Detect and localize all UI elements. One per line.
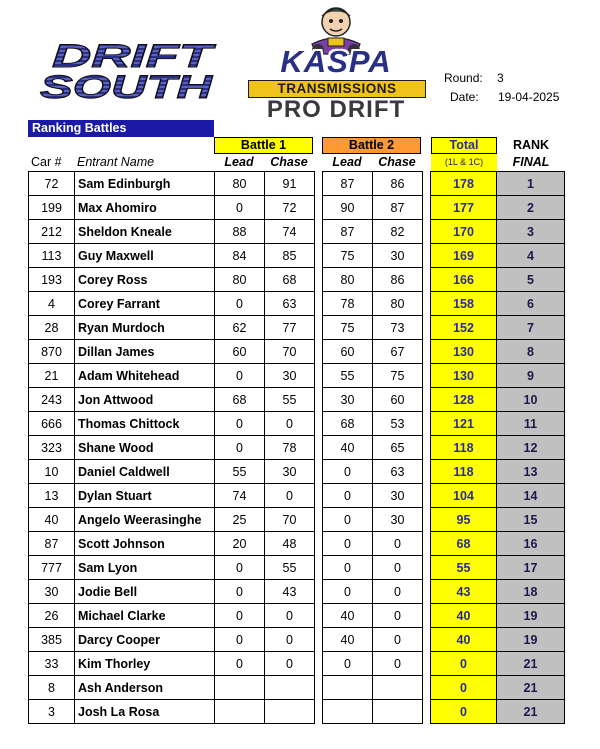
- b2-lead-cell: 60: [323, 340, 373, 364]
- table-row: [29, 268, 565, 292]
- total-cell: 104: [431, 484, 497, 508]
- table-row: [29, 484, 565, 508]
- total-cell: 43: [431, 580, 497, 604]
- b2-lead-cell: 75: [323, 244, 373, 268]
- gap-cell: [423, 220, 431, 244]
- table-row: [29, 580, 565, 604]
- b2-chase-cell: 86: [373, 268, 423, 292]
- gap-cell: [423, 652, 431, 676]
- b2-chase-cell: 0: [373, 604, 423, 628]
- gap-cell: [423, 532, 431, 556]
- b1-lead-cell: 0: [215, 292, 265, 316]
- total-cell: 40: [431, 628, 497, 652]
- car-cell: 666: [29, 412, 75, 436]
- b2-lead-cell: 0: [323, 580, 373, 604]
- b1-lead-cell: 55: [215, 460, 265, 484]
- b2-lead-cell: 75: [323, 316, 373, 340]
- b2-chase-cell: 80: [373, 292, 423, 316]
- rank-header: RANK: [512, 138, 550, 152]
- rank-cell: 19: [497, 628, 565, 652]
- table-row: [29, 220, 565, 244]
- gap-cell: [315, 700, 323, 724]
- gap-cell: [423, 628, 431, 652]
- total-subheader: (1L & 1C): [431, 154, 497, 171]
- rank-cell: 18: [497, 580, 565, 604]
- gap-cell: [423, 172, 431, 196]
- section-title: Ranking Battles: [28, 120, 214, 137]
- table-row: [29, 652, 565, 676]
- table-row: [29, 460, 565, 484]
- b1-chase-cell: 0: [265, 604, 315, 628]
- b2-chase-cell: [373, 676, 423, 700]
- gap-cell: [423, 700, 431, 724]
- b2-lead-cell: 55: [323, 364, 373, 388]
- table-row: [29, 604, 565, 628]
- name-cell: Scott Johnson: [75, 532, 215, 556]
- b1-chase-cell: 55: [265, 556, 315, 580]
- total-cell: 0: [431, 676, 497, 700]
- total-cell: 118: [431, 436, 497, 460]
- gap-cell: [315, 580, 323, 604]
- b1-chase-cell: [265, 700, 315, 724]
- ranking-table: [28, 171, 565, 724]
- b2-chase-cell: 0: [373, 532, 423, 556]
- rank-cell: 4: [497, 244, 565, 268]
- name-cell: Dillan James: [75, 340, 215, 364]
- rank-cell: 11: [497, 412, 565, 436]
- gap-cell: [315, 268, 323, 292]
- rank-cell: 1: [497, 172, 565, 196]
- name-cell: Jodie Bell: [75, 580, 215, 604]
- table-row: [29, 388, 565, 412]
- car-cell: 323: [29, 436, 75, 460]
- b2-lead-cell: 68: [323, 412, 373, 436]
- car-cell: 870: [29, 340, 75, 364]
- table-row: [29, 532, 565, 556]
- total-cell: 40: [431, 604, 497, 628]
- b2-chase-cell: 67: [373, 340, 423, 364]
- b1-lead-cell: 0: [215, 196, 265, 220]
- b1-chase-cell: 70: [265, 340, 315, 364]
- b2-chase-cell: 63: [373, 460, 423, 484]
- b1-chase-cell: 63: [265, 292, 315, 316]
- b1-chase-cell: 91: [265, 172, 315, 196]
- ranking-table-body: [29, 172, 565, 724]
- b1-lead-cell: 60: [215, 340, 265, 364]
- rank-cell: 14: [497, 484, 565, 508]
- gap-cell: [423, 292, 431, 316]
- b1-chase-header: Chase: [270, 155, 308, 169]
- name-cell: Shane Wood: [75, 436, 215, 460]
- gap-cell: [423, 604, 431, 628]
- round-value: 3: [497, 71, 504, 85]
- b2-lead-cell: [323, 700, 373, 724]
- rank-cell: 13: [497, 460, 565, 484]
- gap-cell: [315, 220, 323, 244]
- b2-chase-cell: 30: [373, 508, 423, 532]
- b1-lead-cell: [215, 700, 265, 724]
- logo-south-word: SOUTH: [40, 69, 214, 102]
- table-row: [29, 364, 565, 388]
- name-cell: Dylan Stuart: [75, 484, 215, 508]
- name-cell: Corey Farrant: [75, 292, 215, 316]
- b1-chase-cell: 0: [265, 628, 315, 652]
- b1-chase-cell: 30: [265, 364, 315, 388]
- rank-cell: 3: [497, 220, 565, 244]
- gap-cell: [315, 556, 323, 580]
- rank-cell: 21: [497, 652, 565, 676]
- gap-cell: [423, 484, 431, 508]
- gap-cell: [315, 628, 323, 652]
- b2-chase-cell: 86: [373, 172, 423, 196]
- total-cell: 0: [431, 652, 497, 676]
- b2-lead-cell: 87: [323, 220, 373, 244]
- gap-cell: [315, 532, 323, 556]
- gap-cell: [315, 292, 323, 316]
- b2-lead-cell: 40: [323, 436, 373, 460]
- b2-chase-cell: 53: [373, 412, 423, 436]
- name-cell: Kim Thorley: [75, 652, 215, 676]
- b1-lead-cell: 84: [215, 244, 265, 268]
- kaspa-logo: [248, 4, 424, 123]
- b1-lead-cell: [215, 676, 265, 700]
- gap-cell: [423, 268, 431, 292]
- b1-chase-cell: 70: [265, 508, 315, 532]
- total-cell: 130: [431, 340, 497, 364]
- gap-cell: [315, 460, 323, 484]
- final-header: FINAL: [512, 155, 550, 169]
- rank-cell: 8: [497, 340, 565, 364]
- car-cell: 40: [29, 508, 75, 532]
- battle1-header: Battle 1: [214, 137, 313, 154]
- b1-lead-cell: 62: [215, 316, 265, 340]
- b1-lead-cell: 0: [215, 556, 265, 580]
- total-cell: 0: [431, 700, 497, 724]
- b2-chase-cell: 0: [373, 652, 423, 676]
- gap-cell: [315, 316, 323, 340]
- drift-south-logo-icon: [38, 40, 220, 102]
- name-cell: Josh La Rosa: [75, 700, 215, 724]
- name-cell: Darcy Cooper: [75, 628, 215, 652]
- rank-cell: 16: [497, 532, 565, 556]
- car-cell: 3: [29, 700, 75, 724]
- total-cell: 118: [431, 460, 497, 484]
- b2-lead-cell: 0: [323, 484, 373, 508]
- rank-cell: 5: [497, 268, 565, 292]
- gap-cell: [315, 508, 323, 532]
- gap-cell: [423, 244, 431, 268]
- b1-chase-cell: 0: [265, 412, 315, 436]
- table-row: [29, 700, 565, 724]
- b2-lead-cell: 90: [323, 196, 373, 220]
- b2-chase-cell: 30: [373, 244, 423, 268]
- b2-lead-cell: 87: [323, 172, 373, 196]
- b2-chase-header: Chase: [378, 155, 416, 169]
- b1-lead-header: Lead: [224, 155, 254, 169]
- b1-chase-cell: 0: [265, 484, 315, 508]
- b2-lead-cell: 78: [323, 292, 373, 316]
- car-cell: 212: [29, 220, 75, 244]
- total-cell: 121: [431, 412, 497, 436]
- b2-lead-cell: 40: [323, 604, 373, 628]
- table-row: [29, 676, 565, 700]
- car-column-header: Car #: [31, 155, 62, 169]
- car-cell: 113: [29, 244, 75, 268]
- b1-lead-cell: 20: [215, 532, 265, 556]
- table-row: [29, 556, 565, 580]
- b1-chase-cell: 77: [265, 316, 315, 340]
- gap-cell: [315, 172, 323, 196]
- rank-cell: 17: [497, 556, 565, 580]
- b1-chase-cell: 55: [265, 388, 315, 412]
- gap-cell: [423, 580, 431, 604]
- gap-cell: [315, 484, 323, 508]
- total-cell: 55: [431, 556, 497, 580]
- rank-cell: 21: [497, 700, 565, 724]
- b2-lead-cell: 0: [323, 532, 373, 556]
- b1-chase-cell: 0: [265, 652, 315, 676]
- car-cell: 385: [29, 628, 75, 652]
- table-row: [29, 292, 565, 316]
- rank-cell: 21: [497, 676, 565, 700]
- rank-cell: 2: [497, 196, 565, 220]
- logo-drift-word: DRIFT: [52, 40, 217, 74]
- gap-cell: [423, 676, 431, 700]
- car-cell: 13: [29, 484, 75, 508]
- b1-lead-cell: 0: [215, 436, 265, 460]
- rank-cell: 10: [497, 388, 565, 412]
- name-cell: Daniel Caldwell: [75, 460, 215, 484]
- b1-chase-cell: [265, 676, 315, 700]
- gap-cell: [315, 436, 323, 460]
- table-row: [29, 508, 565, 532]
- b1-lead-cell: 25: [215, 508, 265, 532]
- car-cell: 30: [29, 580, 75, 604]
- car-cell: 28: [29, 316, 75, 340]
- total-cell: 128: [431, 388, 497, 412]
- name-cell: Max Ahomiro: [75, 196, 215, 220]
- b1-lead-cell: 0: [215, 412, 265, 436]
- car-cell: 243: [29, 388, 75, 412]
- gap-cell: [315, 196, 323, 220]
- b2-lead-cell: 0: [323, 508, 373, 532]
- rank-cell: 6: [497, 292, 565, 316]
- b2-chase-cell: 0: [373, 628, 423, 652]
- b2-lead-cell: 40: [323, 628, 373, 652]
- total-cell: 170: [431, 220, 497, 244]
- gap-cell: [423, 412, 431, 436]
- name-cell: Adam Whitehead: [75, 364, 215, 388]
- total-cell: 169: [431, 244, 497, 268]
- b1-lead-cell: 0: [215, 628, 265, 652]
- date-label: Date:: [450, 90, 479, 104]
- table-row: [29, 196, 565, 220]
- b2-chase-cell: 87: [373, 196, 423, 220]
- b1-lead-cell: 0: [215, 604, 265, 628]
- rank-cell: 9: [497, 364, 565, 388]
- name-cell: Sam Lyon: [75, 556, 215, 580]
- car-cell: 199: [29, 196, 75, 220]
- logo-pro-drift-word: PRO DRIFT: [266, 96, 406, 123]
- b1-chase-cell: 43: [265, 580, 315, 604]
- table-row: [29, 436, 565, 460]
- total-cell: 68: [431, 532, 497, 556]
- car-cell: 26: [29, 604, 75, 628]
- gap-cell: [423, 340, 431, 364]
- b2-chase-cell: [373, 700, 423, 724]
- name-column-header: Entrant Name: [77, 155, 155, 169]
- name-cell: Sheldon Kneale: [75, 220, 215, 244]
- b1-chase-cell: 30: [265, 460, 315, 484]
- gap-cell: [315, 676, 323, 700]
- car-cell: 72: [29, 172, 75, 196]
- name-cell: Ash Anderson: [75, 676, 215, 700]
- b2-lead-cell: [323, 676, 373, 700]
- total-cell: 158: [431, 292, 497, 316]
- b2-chase-cell: 0: [373, 556, 423, 580]
- table-row: [29, 412, 565, 436]
- b2-chase-cell: 30: [373, 484, 423, 508]
- b1-lead-cell: 80: [215, 172, 265, 196]
- gap-cell: [423, 316, 431, 340]
- name-cell: Guy Maxwell: [75, 244, 215, 268]
- b1-lead-cell: 74: [215, 484, 265, 508]
- b2-chase-cell: 75: [373, 364, 423, 388]
- table-row: [29, 316, 565, 340]
- table-row: [29, 172, 565, 196]
- gap-cell: [315, 364, 323, 388]
- b1-lead-cell: 0: [215, 652, 265, 676]
- gap-cell: [315, 340, 323, 364]
- b1-chase-cell: 68: [265, 268, 315, 292]
- b2-lead-cell: 80: [323, 268, 373, 292]
- b1-chase-cell: 72: [265, 196, 315, 220]
- gap-cell: [315, 412, 323, 436]
- rank-cell: 15: [497, 508, 565, 532]
- rank-cell: 7: [497, 316, 565, 340]
- b1-chase-cell: 85: [265, 244, 315, 268]
- battle2-header: Battle 2: [322, 137, 421, 154]
- car-cell: 10: [29, 460, 75, 484]
- table-row: [29, 340, 565, 364]
- gap-cell: [315, 604, 323, 628]
- table-row: [29, 628, 565, 652]
- gap-cell: [423, 388, 431, 412]
- b2-chase-cell: 0: [373, 580, 423, 604]
- b1-lead-cell: 80: [215, 268, 265, 292]
- total-header: Total: [431, 137, 497, 154]
- b2-chase-cell: 60: [373, 388, 423, 412]
- car-cell: 87: [29, 532, 75, 556]
- b2-chase-cell: 82: [373, 220, 423, 244]
- total-cell: 152: [431, 316, 497, 340]
- name-cell: Sam Edinburgh: [75, 172, 215, 196]
- b1-chase-cell: 48: [265, 532, 315, 556]
- b2-lead-cell: 30: [323, 388, 373, 412]
- date-value: 19-04-2025: [498, 90, 560, 104]
- b1-lead-cell: 0: [215, 580, 265, 604]
- b1-lead-cell: 88: [215, 220, 265, 244]
- gap-cell: [423, 196, 431, 220]
- gap-cell: [423, 364, 431, 388]
- b2-lead-cell: 0: [323, 556, 373, 580]
- b2-lead-cell: 0: [323, 460, 373, 484]
- rank-cell: 19: [497, 604, 565, 628]
- gap-cell: [423, 508, 431, 532]
- car-cell: 21: [29, 364, 75, 388]
- gap-cell: [315, 244, 323, 268]
- car-cell: 193: [29, 268, 75, 292]
- name-cell: Ryan Murdoch: [75, 316, 215, 340]
- b1-chase-cell: 74: [265, 220, 315, 244]
- total-cell: 130: [431, 364, 497, 388]
- logo-kaspa-word: KASPA: [280, 44, 392, 79]
- gap-cell: [315, 388, 323, 412]
- b1-lead-cell: 0: [215, 364, 265, 388]
- name-cell: Thomas Chittock: [75, 412, 215, 436]
- b2-lead-header: Lead: [332, 155, 362, 169]
- car-cell: 4: [29, 292, 75, 316]
- name-cell: Corey Ross: [75, 268, 215, 292]
- car-cell: 777: [29, 556, 75, 580]
- gap-cell: [315, 652, 323, 676]
- b2-lead-cell: 0: [323, 652, 373, 676]
- car-cell: 8: [29, 676, 75, 700]
- table-row: [29, 244, 565, 268]
- gap-cell: [423, 460, 431, 484]
- logo-transmissions-word: TRANSMISSIONS: [248, 80, 426, 98]
- rank-cell: 12: [497, 436, 565, 460]
- round-label: Round:: [444, 71, 483, 85]
- b2-chase-cell: 73: [373, 316, 423, 340]
- name-cell: Jon Attwood: [75, 388, 215, 412]
- gap-cell: [423, 436, 431, 460]
- car-cell: 33: [29, 652, 75, 676]
- total-cell: 178: [431, 172, 497, 196]
- name-cell: Michael Clarke: [75, 604, 215, 628]
- gap-cell: [423, 556, 431, 580]
- name-cell: Angelo Weerasinghe: [75, 508, 215, 532]
- b2-chase-cell: 65: [373, 436, 423, 460]
- total-cell: 166: [431, 268, 497, 292]
- b1-chase-cell: 78: [265, 436, 315, 460]
- b1-lead-cell: 68: [215, 388, 265, 412]
- total-cell: 177: [431, 196, 497, 220]
- total-cell: 95: [431, 508, 497, 532]
